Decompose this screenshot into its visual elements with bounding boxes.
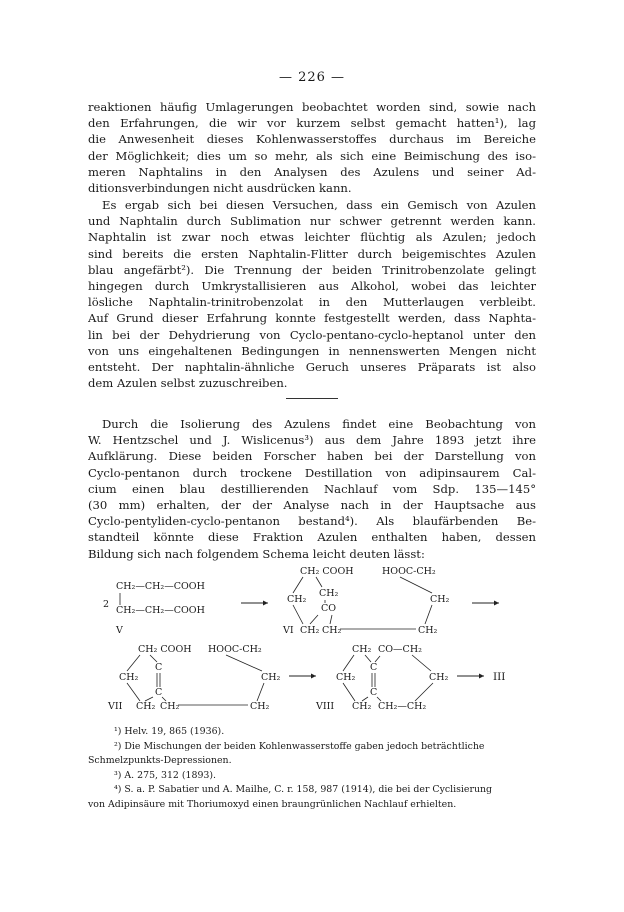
text-line: Es ergab sich bei diesen Versuchen, dass ein Gemisch von Azulen (102, 198, 536, 212)
footnote-text: A. 275, 312 (1893). (124, 769, 217, 781)
vi-ch2-right: CH₂ (430, 594, 450, 605)
text-line: Durch die Isolierung des Azulens findet eine Beobachtung von (102, 417, 536, 431)
viii-c-bottom: C (370, 687, 378, 698)
viii-ch2-left: CH₂ (336, 672, 356, 683)
footnote-text: Die Mischungen der beiden Kohlenwasserstoffe gaben jedoch beträchtliche (124, 740, 485, 752)
vi-ch2-cooh: CH₂ COOH (300, 566, 354, 577)
text-line: von uns eingehaltenen Bedingungen in nennenswerten Mengen nicht (88, 343, 536, 358)
text-line: der Möglichkeit; dies um so mehr, als sich eine Beimischung des iso- (88, 148, 536, 163)
footnote-2 (88, 740, 548, 755)
viii-c-top: C (370, 662, 378, 673)
vi-bottom-left: CH₂ (300, 625, 320, 636)
vi-ch2-left: CH₂ (287, 594, 307, 605)
text-line: standteil könnte diese Fraktion Azulen enthalten haben, dessen (88, 530, 536, 545)
coefficient-2: 2 (103, 599, 110, 610)
viii-bonds (343, 655, 433, 701)
text-line: Bildung sich nach folgendem Schema leicht deuten lässt: (88, 546, 425, 561)
vii-c-bottom: C (155, 687, 163, 698)
vii-bonds (127, 655, 264, 705)
vi-hooc-ch2: HOOC-CH₂ (382, 566, 436, 577)
footnote-text: S. a. P. Sabatier und A. Mailhe, C. r. 158, 987 (1914), die bei der Cyclisierung (124, 784, 493, 795)
footnote-1 (88, 725, 548, 740)
vi-ch2-inner: CH₂ (319, 588, 339, 599)
footnote-mark: ²) (114, 740, 122, 752)
viii-top-left: CH₂ (352, 644, 372, 655)
compound-label-v: V (116, 625, 123, 636)
vi-bottom-mid: CH₂ (322, 625, 342, 636)
footnote-mark: ⁴) (114, 784, 122, 795)
product-label-iii: III (493, 671, 506, 683)
vii-bottom-right: CH₂ (250, 701, 270, 712)
vi-co: CO (321, 603, 337, 614)
viii-bottom-left: CH₂ (352, 701, 372, 712)
v-lower-chain: CH₂—CH₂—COOH (116, 605, 205, 616)
v-upper-chain: CH₂—CH₂—COOH (116, 581, 205, 592)
vi-bottom-right: CH₂ (418, 625, 438, 636)
text-line: die Anwesenheit dieses Kohlenwasserstoffes durchaus im Bereiche (88, 132, 536, 147)
text-line: sind bereits die ersten Naphtalin-Flitter durch beigemischtes Azulen (88, 246, 536, 261)
text-line: lin bei der Dehydrierung von Cyclo-pentano-cyclo-heptanol unter den (88, 327, 536, 342)
text-line: W. Hentzschel und J. Wislicenus³) aus dem Jahre 1893 jetzt ihre (88, 433, 536, 448)
vii-c-top: C (155, 662, 163, 673)
text-line: Auf Grund dieser Erfahrung konnte festgestellt werden, dass Naphta- (88, 311, 536, 326)
text-line: Cyclo-pentanon durch trockene Destillation von adipinsaurem Cal- (88, 465, 536, 480)
text-line: (30 mm) erhalten, der der Analyse nach in der Hauptsache aus (88, 497, 536, 512)
text-line: Naphtalin ist zwar noch etwas leichter flüchtig als Azulen; jedoch (88, 230, 536, 245)
text-line: dem Azulen selbst zuzuschreiben. (88, 376, 288, 391)
viii-ch2-right: CH₂ (429, 672, 449, 683)
text-line: entsteht. Der naphtalin-ähnliche Geruch unseres Präparats ist also (88, 359, 536, 374)
footnote-text: Helv. 19, 865 (1936). (124, 726, 225, 737)
arrow-head (479, 674, 484, 679)
paragraph-2 (88, 197, 536, 391)
vii-bottom-left: CH₂ (136, 701, 156, 712)
footnote-4 (88, 783, 548, 798)
viii-bottom-mid: CH₂—CH₂ (378, 701, 427, 712)
text-line: hingegen durch Umkrystallisieren aus Alkohol, wobei das leichter (88, 278, 536, 293)
text-line: blau angefärbt²). Die Trennung der beiden Trinitrobenzolate gelingt (88, 262, 536, 277)
text-line: und Naphtalin durch Sublimation nur schwer getrennt werden kann. (88, 214, 536, 229)
text-line: Cyclo-pentyliden-cyclo-pentanon bestand⁴). Als blaufärbenden Be- (88, 514, 536, 529)
text-line: den Erfahrungen, die wir vor kurzem selbst gemacht hatten¹), lag (88, 116, 536, 131)
footnote-3 (88, 769, 548, 784)
vii-ch2-cooh: CH₂ COOH (138, 644, 192, 655)
footnote-mark: ¹) (114, 726, 122, 737)
compound-label-vii: VII (108, 701, 123, 712)
arrow-head (263, 601, 268, 606)
paragraph-1 (88, 99, 536, 196)
arrow-head (494, 601, 499, 606)
vi-bonds (293, 577, 432, 629)
compound-label-vi: VI (283, 625, 294, 636)
vii-hooc-ch2: HOOC-CH₂ (208, 644, 262, 655)
vii-ch2-right: CH₂ (261, 672, 281, 683)
arrow-head (311, 674, 316, 679)
text-line: reaktionen häufig Umlagerungen beobachtet worden sind, sowie nach (88, 100, 536, 114)
footnote-2-continued: Schmelzpunkts-Depressionen. (88, 755, 232, 766)
vii-bottom-mid: CH₂ (160, 701, 180, 712)
text-line: ditionsverbindungen nicht ausdrücken kann. (88, 180, 352, 195)
footnote-4-continued: von Adipinsäure mit Thoriumoxyd einen braungrünlichen Nachlauf erhielten. (88, 798, 457, 810)
page-number: — 226 — (278, 70, 346, 85)
section-divider (286, 398, 338, 399)
text-line: cium einen blau destillierenden Nachlauf vom Sdp. 135—145° (88, 481, 536, 496)
text-line: meren Naphtalins in den Analysen des Azulens und seiner Ad- (88, 164, 536, 179)
vii-ch2-left: CH₂ (119, 672, 139, 683)
reaction-scheme (0, 556, 624, 716)
compound-label-viii: VIII (316, 701, 335, 712)
viii-top-mid: CO—CH₂ (378, 644, 422, 655)
footnote-mark: ³) (114, 769, 122, 781)
paragraph-3 (88, 416, 536, 562)
footnotes (88, 725, 548, 812)
text-line: lösliche Naphtalin-trinitrobenzolat in den Mutterlaugen verbleibt. (88, 295, 536, 310)
text-line: Aufklärung. Diese beiden Forscher haben bei der Darstellung von (88, 449, 536, 464)
